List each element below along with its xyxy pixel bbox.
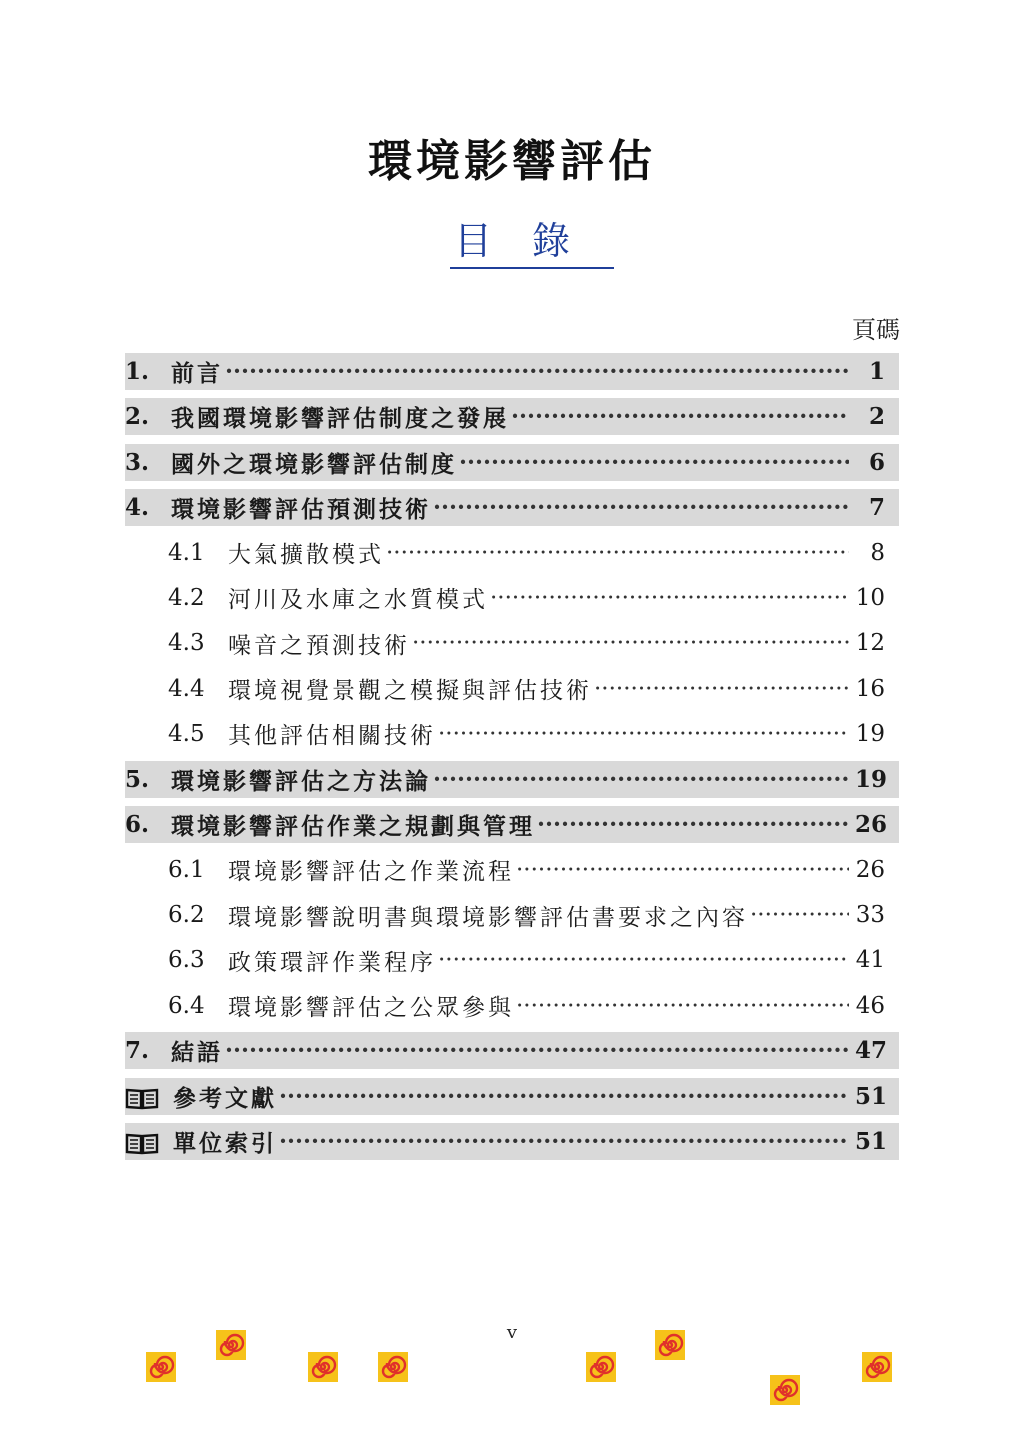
toc-entry-page: 33 <box>855 902 885 929</box>
footer-page-number: v <box>506 1322 518 1343</box>
toc-entry-number: 5. <box>125 765 150 793</box>
dot-leader <box>516 857 849 883</box>
toc-entry-label: 環境視覺景觀之模擬與評估技術 <box>228 678 592 705</box>
swirl-icon <box>378 1352 408 1382</box>
toc-entry-label: 環境影響評估預測技術 <box>171 495 431 523</box>
toc-entry-page: 8 <box>870 539 885 566</box>
dot-leader <box>438 947 849 973</box>
toc-entry[interactable] <box>125 942 899 979</box>
toc-entry[interactable] <box>125 353 899 390</box>
toc-entry-label: 大氣擴散模式 <box>228 542 384 569</box>
toc-entry-number: 4.5 <box>168 720 205 747</box>
page-column-header: 頁碼 <box>852 316 900 344</box>
toc-entry-page: 51 <box>855 1128 888 1156</box>
toc-entry-label: 結語 <box>171 1039 223 1067</box>
toc-entry-page: 41 <box>855 947 885 974</box>
dot-leader <box>490 585 849 611</box>
toc-entry-page: 12 <box>855 630 885 657</box>
toc-entry-number: 4.2 <box>168 584 205 611</box>
toc-entry[interactable] <box>125 398 899 435</box>
toc-entry-page: 26 <box>855 856 885 883</box>
document-title: 環境影響評估 <box>368 136 656 187</box>
toc-entry[interactable] <box>125 715 899 752</box>
toc-entry-label: 參考文獻 <box>173 1084 277 1112</box>
toc-entry-number: 1. <box>125 358 150 385</box>
dot-leader <box>279 1128 849 1155</box>
toc-entry[interactable] <box>125 625 899 662</box>
toc-entry-label: 環境影響評估之方法論 <box>171 767 431 795</box>
toc-entry-label: 國外之環境影響評估制度 <box>171 450 457 478</box>
book-icon <box>125 1128 173 1155</box>
toc-entry-label: 其他評估相關技術 <box>228 723 436 750</box>
dot-leader <box>459 449 849 476</box>
toc-entry-page: 26 <box>855 810 888 838</box>
toc-entry[interactable] <box>125 579 899 616</box>
toc-entry-label: 環境影響評估作業之規劃與管理 <box>171 812 535 840</box>
toc-entry-number: 4. <box>125 493 150 521</box>
toc-entry-page: 51 <box>855 1082 888 1110</box>
dot-leader <box>750 902 849 928</box>
toc-entry-page: 2 <box>868 403 885 431</box>
toc-entry-number: 6. <box>125 810 150 838</box>
toc-entry[interactable] <box>125 1032 899 1069</box>
toc-entry-label: 單位索引 <box>173 1130 277 1158</box>
dot-leader <box>594 676 849 702</box>
toc-entry-label: 噪音之預測技術 <box>228 632 410 659</box>
toc-entry-page: 19 <box>855 765 888 793</box>
dot-leader <box>279 1083 849 1110</box>
swirl-icon <box>655 1330 685 1360</box>
toc-entry[interactable] <box>125 444 899 481</box>
toc-entry[interactable] <box>125 1078 899 1115</box>
toc-entry-page: 46 <box>855 992 885 1019</box>
book-icon <box>125 1083 173 1110</box>
swirl-icon <box>308 1352 338 1382</box>
toc-entry-number: 2. <box>125 403 150 431</box>
dot-leader <box>511 403 849 430</box>
dot-leader <box>225 1037 849 1064</box>
toc-entry-number: 6.2 <box>168 902 205 929</box>
toc-entry[interactable] <box>125 987 899 1024</box>
swirl-icon <box>146 1352 176 1382</box>
swirl-icon <box>586 1352 616 1382</box>
toc-entry[interactable] <box>125 1123 899 1160</box>
toc-entry-page: 47 <box>855 1037 888 1065</box>
toc-entry[interactable] <box>125 670 899 707</box>
toc-entry[interactable] <box>125 761 899 798</box>
dot-leader <box>412 630 849 656</box>
toc-entry-number: 7. <box>125 1037 150 1065</box>
toc-entry[interactable] <box>125 851 899 888</box>
toc-entry-number: 4.3 <box>168 630 205 657</box>
toc-entry[interactable] <box>125 534 899 571</box>
toc-entry-label: 前言 <box>171 360 223 387</box>
toc-entry-label: 政策環評作業程序 <box>228 949 436 976</box>
dot-leader <box>225 358 849 385</box>
toc-entry-page: 16 <box>855 675 885 702</box>
toc-entry-page: 19 <box>855 720 885 747</box>
toc-entry-label: 環境影響評估之公眾參與 <box>228 995 514 1022</box>
toc-heading: 目錄 <box>0 210 1024 269</box>
toc-entry-label: 河川及水庫之水質模式 <box>228 587 488 614</box>
toc-entry-label: 我國環境影響評估制度之發展 <box>171 405 509 433</box>
toc-entry[interactable] <box>125 806 899 843</box>
swirl-icon <box>216 1330 246 1360</box>
toc-entry-number: 6.4 <box>168 992 205 1019</box>
swirl-icon <box>862 1352 892 1382</box>
toc-entry-label: 環境影響說明書與環境影響評估書要求之內容 <box>228 904 748 931</box>
swirl-icon <box>770 1375 800 1405</box>
toc-entry-number: 6.3 <box>168 947 205 974</box>
dot-leader <box>433 494 849 521</box>
dot-leader <box>386 540 849 566</box>
toc-entry-number: 3. <box>125 448 150 476</box>
toc-entry-page: 6 <box>868 448 885 476</box>
toc-entry-page: 7 <box>868 493 885 521</box>
toc-entry-label: 環境影響評估之作業流程 <box>228 859 514 886</box>
toc-entry[interactable] <box>125 897 899 934</box>
toc-entry-page: 10 <box>855 584 885 611</box>
table-of-contents <box>125 353 899 1168</box>
dot-leader <box>438 721 849 747</box>
toc-entry-page: 1 <box>868 358 885 385</box>
dot-leader <box>516 993 849 1019</box>
toc-entry[interactable] <box>125 489 899 526</box>
dot-leader <box>537 811 849 838</box>
toc-entry-number: 6.1 <box>168 856 205 883</box>
toc-entry-number: 4.4 <box>168 675 205 702</box>
toc-entry-number: 4.1 <box>168 539 205 566</box>
dot-leader <box>433 766 849 793</box>
